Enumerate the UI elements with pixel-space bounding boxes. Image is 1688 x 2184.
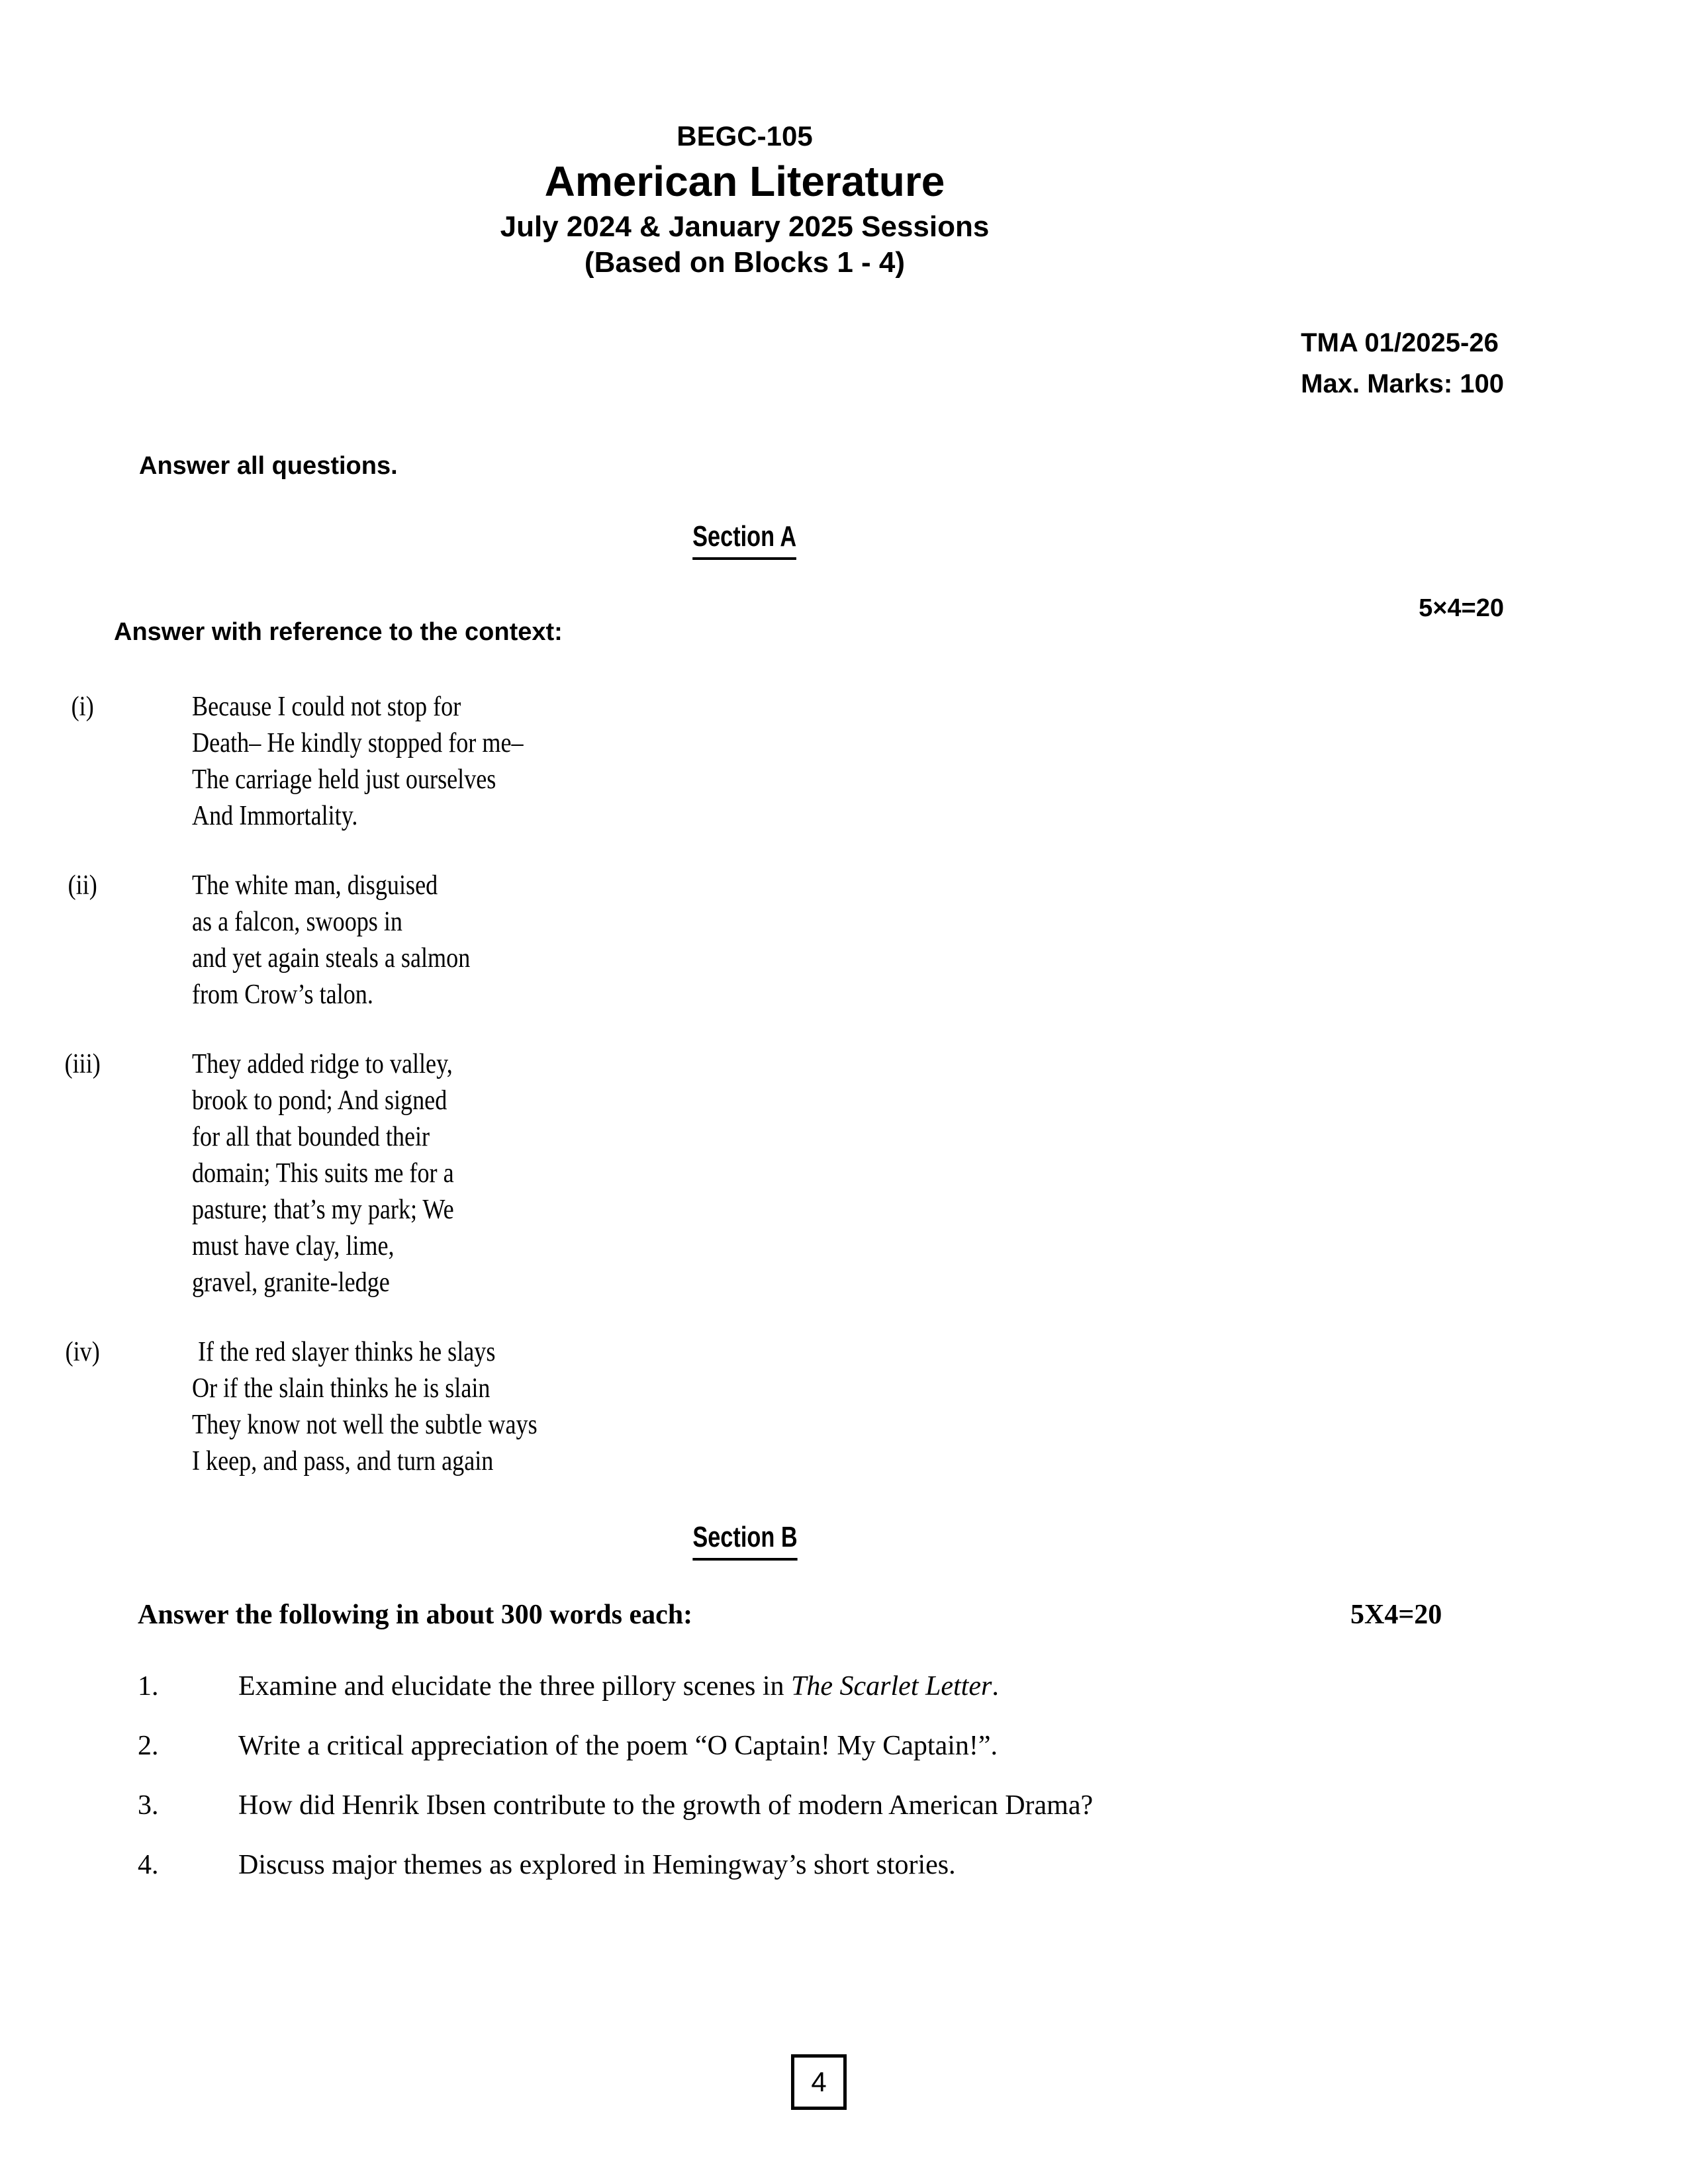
section-a-item-number: (i) xyxy=(71,692,94,722)
question-text xyxy=(238,1729,1688,1763)
question-fragment: Discuss major themes as explored in Hemingway’s short stories. xyxy=(238,1850,956,1880)
poem-line: for all that bounded their xyxy=(192,1122,430,1152)
poem-line: Or if the slain thinks he is slain xyxy=(192,1373,491,1404)
max-marks-text: Max. Marks: 100 xyxy=(1301,369,1504,398)
question-text xyxy=(238,1848,1688,1882)
question-number: 4. xyxy=(138,1850,159,1880)
poem-line: as a falcon, swoops in xyxy=(192,907,402,937)
section-b-prompt-text: Answer the following in about 300 words each: xyxy=(138,1600,693,1630)
section-a-heading xyxy=(0,520,1489,560)
question-number: 2. xyxy=(138,1731,159,1761)
section-b-heading xyxy=(0,1520,1489,1561)
section-a-item xyxy=(0,868,1688,1013)
question-number: 1. xyxy=(138,1671,159,1702)
section-a-item xyxy=(0,1334,1688,1480)
question-fragment: Write a critical appreciation of the poem “O Captain! My Captain!”. xyxy=(238,1731,998,1761)
page-number-box xyxy=(791,2054,847,2110)
section-b-question-list xyxy=(0,1669,1688,1907)
poem-line: and yet again steals a salmon xyxy=(192,943,471,974)
section-a-item-text xyxy=(192,868,1688,1013)
section-a-item-text xyxy=(192,1334,1688,1480)
poem-line: must have clay, lime, xyxy=(192,1231,395,1261)
poem-line: If the red slayer thinks he slays xyxy=(192,1337,496,1367)
section-a-marks xyxy=(1419,594,1504,623)
section-a-prompt xyxy=(114,617,563,647)
section-a-item-number: (ii) xyxy=(68,870,97,901)
poem-line: And Immortality. xyxy=(192,801,358,831)
poem-line: The white man, disguised xyxy=(192,870,438,901)
section-b-question xyxy=(0,1669,1688,1704)
section-b-marks-text: 5X4=20 xyxy=(1350,1600,1442,1630)
poem-line: brook to pond; And signed xyxy=(192,1085,447,1116)
tma-number xyxy=(1301,330,1504,356)
question-fragment: How did Henrik Ibsen contribute to the growth of modern American Drama? xyxy=(238,1790,1094,1821)
blocks-line xyxy=(0,248,1489,277)
section-a-heading-text: Section A xyxy=(692,520,796,560)
section-a-prompt-text: Answer with reference to the context: xyxy=(114,618,563,646)
poem-line: They added ridge to valley, xyxy=(192,1049,453,1079)
section-a-item xyxy=(0,689,1688,835)
section-a-item-number: (iv) xyxy=(65,1337,100,1367)
course-code xyxy=(0,122,1489,151)
section-a-item-number: (iii) xyxy=(64,1049,101,1079)
poem-line: I keep, and pass, and turn again xyxy=(192,1446,494,1477)
section-a-item-text xyxy=(192,689,1688,835)
section-b-prompt xyxy=(138,1599,692,1631)
poem-line: The carriage held just ourselves xyxy=(192,764,496,795)
blocks-text: (Based on Blocks 1 - 4) xyxy=(584,246,906,279)
question-fragment: Examine and elucidate the three pillory scenes in xyxy=(238,1671,792,1702)
question-number: 3. xyxy=(138,1790,159,1821)
page-title-text: American Literature xyxy=(544,158,945,205)
section-b-question xyxy=(0,1848,1688,1882)
work-title: The Scarlet Letter xyxy=(791,1671,992,1702)
answer-all-text: Answer all questions. xyxy=(139,452,398,480)
page-number-text: 4 xyxy=(811,2066,827,2097)
section-a-marks-text: 5×4=20 xyxy=(1419,594,1504,622)
question-text xyxy=(238,1788,1688,1823)
section-b-heading-text: Section B xyxy=(692,1521,797,1561)
poem-line: They know not well the subtle ways xyxy=(192,1410,538,1440)
section-a-item xyxy=(0,1046,1688,1301)
poem-line: from Crow’s talon. xyxy=(192,979,373,1010)
tma-number-text: TMA 01/2025-26 xyxy=(1301,328,1499,357)
section-b-question xyxy=(0,1788,1688,1823)
document-header xyxy=(0,122,1489,277)
question-fragment: . xyxy=(992,1671,999,1702)
poem-line: domain; This suits me for a xyxy=(192,1158,454,1189)
section-b-marks xyxy=(1350,1599,1442,1631)
section-a-item-text xyxy=(192,1046,1688,1301)
poem-line: Death– He kindly stopped for me– xyxy=(192,728,524,758)
poem-line: gravel, granite-ledge xyxy=(192,1267,390,1298)
question-text xyxy=(238,1669,1688,1704)
section-b-question xyxy=(0,1729,1688,1763)
sessions-line xyxy=(0,212,1489,242)
poem-line: Because I could not stop for xyxy=(192,692,461,722)
answer-all-instruction xyxy=(139,451,398,480)
page-title xyxy=(0,160,1489,203)
assignment-meta xyxy=(1301,330,1504,412)
section-a-item-list xyxy=(0,689,1688,1513)
course-code-text: BEGC-105 xyxy=(677,120,813,152)
poem-line: pasture; that’s my park; We xyxy=(192,1195,454,1225)
max-marks xyxy=(1301,371,1504,397)
sessions-text: July 2024 & January 2025 Sessions xyxy=(500,210,990,243)
